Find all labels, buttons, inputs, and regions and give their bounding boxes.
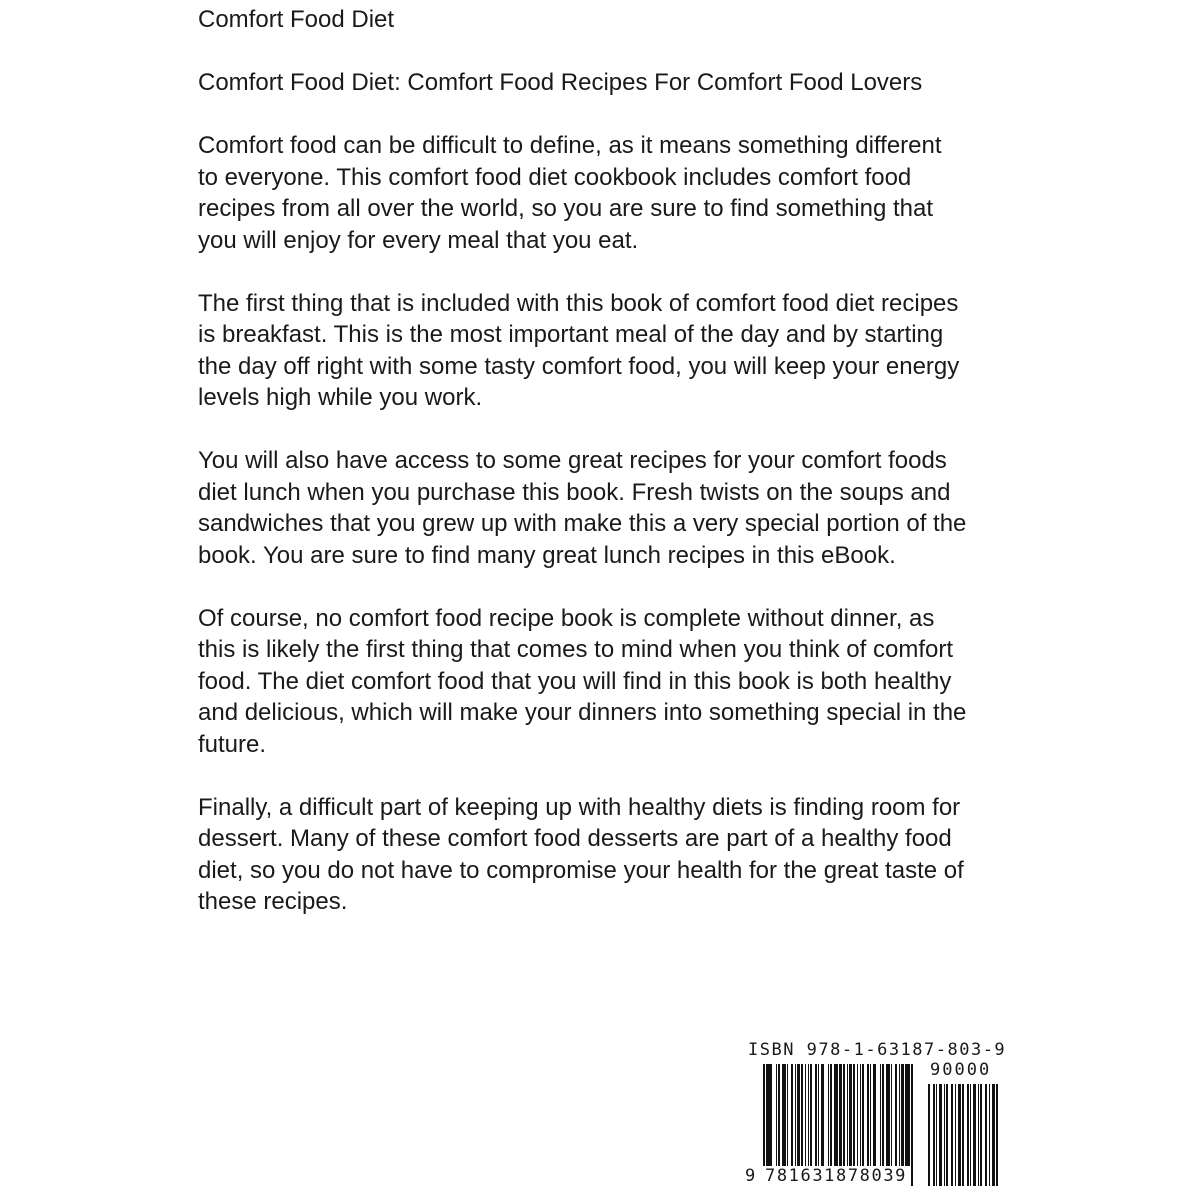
barcode-bar — [853, 1064, 855, 1168]
barcode-bar — [860, 1064, 861, 1168]
text-line: you will enjoy for every meal that you eat. — [198, 226, 639, 254]
paragraph-breakfast — [198, 288, 1018, 414]
barcode-bar — [849, 1064, 852, 1168]
barcode-bar — [867, 1064, 869, 1168]
barcode-bar — [808, 1064, 809, 1168]
barcode-bar — [839, 1064, 840, 1168]
paragraph-intro — [198, 130, 1018, 256]
text-line: food. The diet comfort food that you will find in this book is both healthy — [198, 667, 952, 695]
barcode-number: 781631878039 — [765, 1166, 908, 1186]
barcode-bar — [891, 1064, 892, 1168]
barcode-bar — [857, 1064, 858, 1168]
paragraph-dessert — [198, 792, 1018, 918]
barcode-bar — [985, 1084, 987, 1186]
barcode-bar — [815, 1064, 817, 1168]
paragraph-dinner — [198, 603, 1018, 761]
text-line: The first thing that is included with this book of comfort food diet recipes — [198, 289, 959, 317]
text-line: is breakfast. This is the most important meal of the day and by starting — [198, 321, 944, 348]
text-line: recipes from all over the world, so you are sure to find something that — [198, 195, 934, 222]
barcode-bar — [970, 1084, 971, 1186]
text-line: this is likely the first thing that comes to mind when you think of comfort — [198, 636, 953, 663]
paragraph-lunch — [198, 445, 1018, 571]
barcode-bar — [843, 1064, 845, 1168]
book-subtitle: Comfort Food Diet: Comfort Food Recipes For Comfort Food Lovers — [198, 69, 923, 96]
barcode-bar — [873, 1064, 876, 1168]
text-line: Of course, no comfort food recipe book is complete without dinner, as — [198, 604, 935, 632]
isbn-label: ISBN 978-1-63187-803-9 — [748, 1040, 1007, 1060]
barcode-bar — [782, 1064, 786, 1168]
text-line: dessert. Many of these comfort food desserts are part of a healthy food — [198, 825, 952, 852]
barcode-bar — [933, 1084, 935, 1186]
barcode-bar — [946, 1084, 948, 1186]
text-line: Comfort food can be difficult to define, as it means something different — [198, 132, 942, 159]
barcode-bar — [992, 1084, 995, 1186]
text-line: future. — [198, 730, 267, 758]
barcode-bar — [818, 1064, 819, 1168]
barcode-bar — [797, 1064, 800, 1168]
barcode-bar — [909, 1064, 910, 1168]
barcode-bar — [905, 1064, 907, 1168]
barcode-bar — [776, 1064, 777, 1168]
barcode-bar — [870, 1064, 871, 1168]
barcode-bar — [821, 1064, 824, 1168]
barcode-bar — [978, 1084, 979, 1186]
barcode-bar — [958, 1084, 961, 1186]
text-line: You will also have access to some great recipes for your comfort foods — [198, 447, 947, 474]
text-line: and delicious, which will make your dinners into something special in the — [198, 699, 967, 726]
barcode-bar — [967, 1084, 969, 1186]
price-code: 90000 — [930, 1060, 992, 1080]
text-line: the day off right with some tasty comfort food, you will keep your energy — [198, 352, 960, 380]
barcode-bar — [962, 1084, 964, 1186]
barcode-bar — [791, 1064, 793, 1168]
text-line: book. You are sure to find many great lunch recipes in this eBook. — [198, 541, 896, 569]
barcode-bar — [805, 1064, 806, 1168]
barcode-bar — [787, 1064, 788, 1168]
barcode-bar — [989, 1084, 990, 1186]
barcode-digits — [745, 1166, 910, 1188]
barcode-bar — [980, 1084, 982, 1186]
text-line: Finally, a difficult part of keeping up with healthy diets is finding room for — [198, 793, 961, 821]
barcode-bar — [939, 1084, 942, 1186]
text-line: sandwiches that you grew up with make this a very special portion of the — [198, 510, 967, 537]
barcode-bar — [895, 1064, 897, 1168]
barcode-bar — [973, 1084, 976, 1186]
barcode-bar — [951, 1084, 953, 1186]
text-line: these recipes. — [198, 888, 348, 915]
barcode-bar — [778, 1064, 780, 1168]
barcode-bar — [847, 1064, 848, 1168]
barcode-bar — [880, 1064, 881, 1168]
barcode-lead-digit: 9 — [745, 1166, 756, 1186]
text-line: diet lunch when you purchase this book. Fresh twists on the soups and — [198, 478, 951, 506]
text-line: levels high while you work. — [198, 384, 483, 411]
barcode-bar — [936, 1084, 937, 1186]
barcode-bar — [828, 1064, 829, 1168]
barcode-bar — [899, 1064, 900, 1168]
barcode-bar — [862, 1064, 864, 1168]
barcode-bar — [901, 1064, 904, 1168]
back-cover-text — [198, 4, 1018, 949]
barcode-bar — [795, 1064, 796, 1168]
barcode-bar — [801, 1064, 803, 1168]
barcode-bar — [766, 1064, 767, 1168]
text-line: diet, so you do not have to compromise your health for the great taste of — [198, 856, 964, 884]
barcode-bar — [955, 1084, 956, 1186]
barcode-bar — [882, 1064, 884, 1168]
barcode-bar — [830, 1064, 832, 1168]
barcode-bar — [810, 1064, 812, 1168]
barcode-bar — [944, 1084, 945, 1186]
barcode-bar — [996, 1084, 998, 1186]
barcode-guard-bar — [911, 1064, 913, 1186]
barcode-bar — [769, 1064, 772, 1168]
barcode-bar — [928, 1084, 930, 1186]
text-line: to everyone. This comfort food diet cookbook includes comfort food — [198, 163, 912, 191]
barcode-bar — [886, 1064, 890, 1168]
book-title: Comfort Food Diet — [198, 6, 395, 33]
isbn-barcode — [745, 1040, 1005, 1190]
